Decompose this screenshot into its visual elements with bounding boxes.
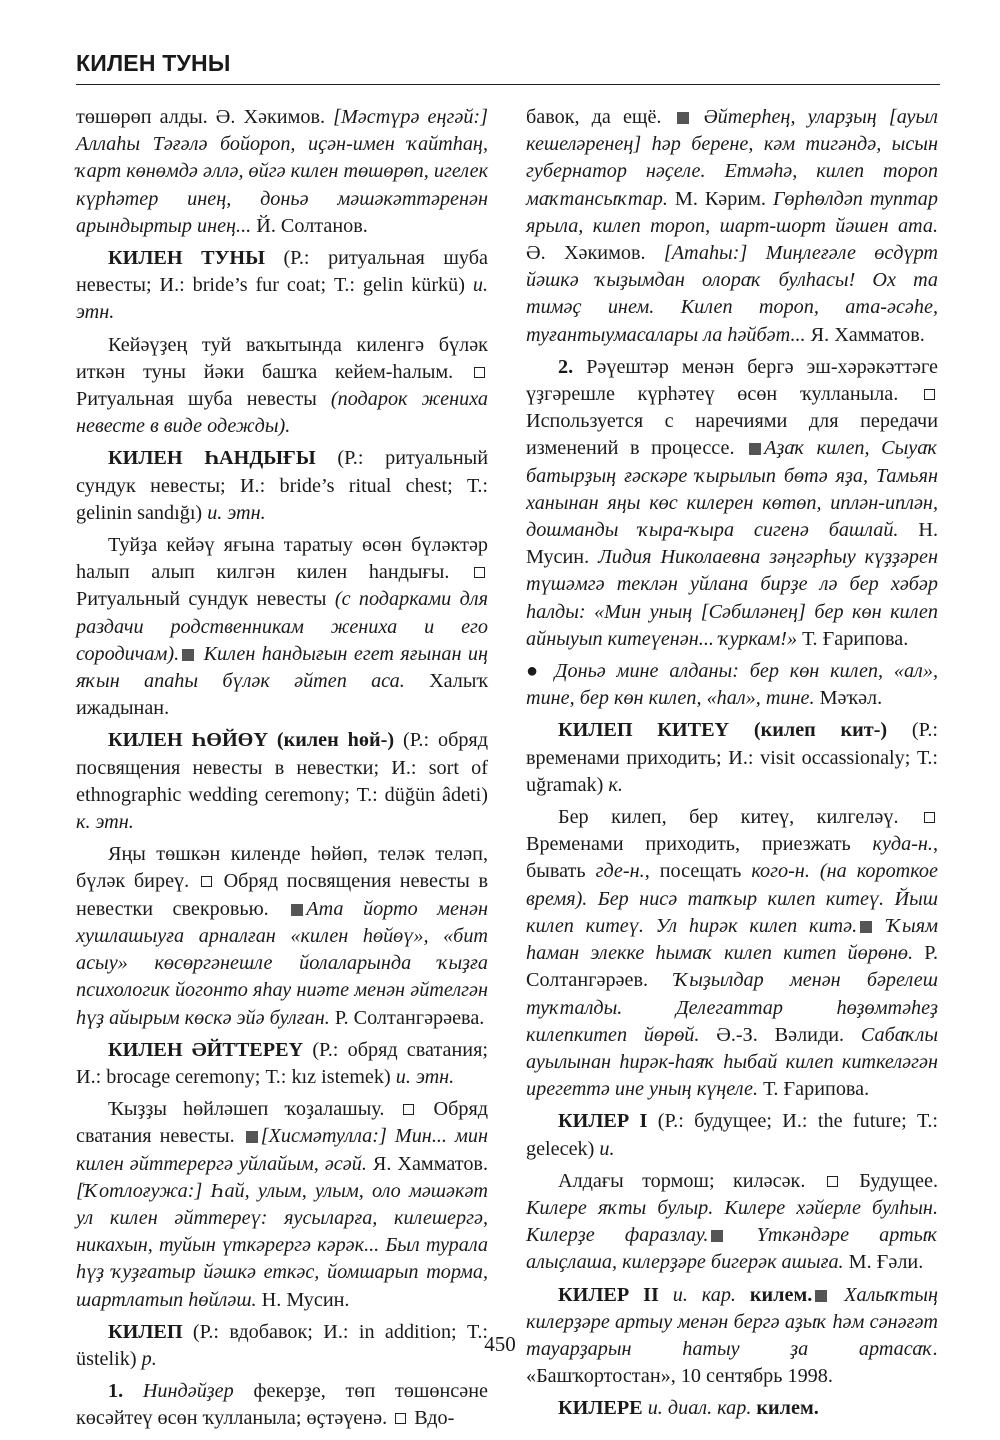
dictionary-entry: КИЛЕР I (Р.: будущее; И.: the future; Т.: gelecek) и.	[526, 1110, 938, 1160]
definition: 1. Ниндәйҙер фекерҙе, төп төшөнсәне көсәйтеү өсөн ҡулланыла; өҫтәүенә. Вдо-	[76, 1380, 488, 1430]
running-header	[76, 50, 940, 77]
dictionary-entry: КИЛЕП КИТЕҮ (килеп кит-) (Р.: временами приходить; И.: visit occassionaly; Т.: uğramak) к.	[526, 719, 938, 796]
headword: КИЛЕР II	[558, 1283, 659, 1306]
page-number: 450	[484, 1332, 516, 1356]
square-outline-icon	[474, 367, 485, 378]
dictionary-entry: КИЛЕП (Р.: вдобавок; И.: in addition; Т.: üstelik) р.	[76, 1320, 488, 1370]
dictionary-entry: КИЛЕН ТУНЫ (Р.: ритуальная шуба невесты; И.: bride’s fur coat; Т.: gelin kürkü) и. этн.	[76, 247, 488, 324]
square-filled-icon	[711, 1230, 723, 1242]
headword: КИЛЕН ТУНЫ	[108, 247, 265, 270]
square-filled-icon	[815, 1290, 827, 1302]
square-filled-icon	[291, 904, 303, 916]
square-outline-icon	[403, 1104, 414, 1115]
dictionary-entry: КИЛЕР II и. кар. килем. Халыҡтың килерҙәре артыу менән бергә аҙыҡ һәм сәнәғәт тауарҙарын һатыу ҙа артасаҡ. «Башҡортостан», 10 сентябрь 1998.	[526, 1283, 938, 1388]
proverb: ● Доньә мине алданы: бер көн килеп, «ал», тине, бер көн килеп, «һал», тине. Мәҡәл.	[526, 660, 938, 710]
square-outline-icon	[474, 567, 485, 578]
headword: КИЛЕН ҺӨЙӨҮ (килен һөй-)	[108, 729, 395, 752]
square-filled-icon	[749, 443, 761, 455]
square-outline-icon	[827, 1176, 838, 1187]
headword: КИЛЕП	[108, 1320, 183, 1343]
definition: Кейәүҙең туй ваҡытында киленгә бүләк иткән туны йәки башҡа кейем-һалым. Ритуальная шуба невесты (подарок жениха невесте в виде одежды).	[76, 333, 488, 438]
dictionary-entry: КИЛЕН ҺАНДЫҒЫ (Р.: ритуальный сундук невесты; И.: bride’s ritual chest; Т.: gelinin sandığı) и. этн.	[76, 447, 488, 524]
right-column	[526, 104, 938, 1428]
definition: Бер килеп, бер китеү, килгеләү. Временами приходить, приезжать куда-н., бывать где-н., посещать кого-н. (на короткое время). Бер нисә тапҡыр килеп китеү. Йыш килеп китеү. Ул һирәк килеп китә. Ҡыям һаман элекке һымаҡ килеп китеп йөрөнө. Р. Солтангәрәев. Ҡыҙылдар менән бәрелеш туҡталды. Делегаттар һөҙөмтәһеҙ килепкитеп йөрөй. Ә.-З. Вәлиди. Сабаҡлы ауылынан һирәк-һаяҡ һыбай килеп киткеләгән ирегеттә ине уның күңеле. Т. Ғарипова.	[526, 806, 939, 1101]
dictionary-entry: КИЛЕН ҺӨЙӨҮ (килен һөй-) (Р.: обряд посвящения невесты в невестки; И.: sort of ethnographic wedding ceremony; Т.: düğün âdeti) к. этн.	[76, 729, 488, 834]
square-outline-icon	[924, 812, 935, 823]
square-outline-icon	[201, 876, 212, 887]
definition: Туйҙа кейәү яғына таратыу өсөн бүләктәр һалып алып килгән килен һандығы. Ритуальный сундук невесты (с подарками для раздачи родственникам жениха и его сородичам). Килен һандығын егет яғынан иң яҡын апаһы бүләк әйтеп аса. Халыҡ ижадынан.	[76, 534, 488, 720]
dictionary-entry: КИЛЕН ӘЙТТЕРЕҮ (Р.: обряд сватания; И.: brocage ceremony; Т.: kız istemek) и. этн.	[76, 1038, 489, 1088]
left-column	[76, 104, 488, 1438]
square-filled-icon	[182, 649, 194, 661]
headword: КИЛЕРЕ	[558, 1397, 643, 1420]
square-filled-icon	[677, 112, 689, 124]
header-title: КИЛЕН ТУНЫ	[76, 50, 231, 76]
bullet-icon: ●	[526, 660, 544, 683]
paragraph: бавок, да ещё. Әйтерһең, уларҙың [ауыл кешеләренең] һәр берене, кәм тигәндә, ысын губернатор нәҫеле. Етмәһә, килеп тороп маҡтансыҡтар. М. Кәрим. Гөрһөлдәп туптар ярыла, килеп тороп, шарт-шорт йәшен ата. Ә. Хәкимов. [Атаһы:] Миңлеғәле өсдүрт йәшкә ҡыҙымдан олораҡ булһасы! Ох та тимәҫ инем. Килеп тороп, ата-әсәһе, туғантыумасалары ла һәйбәт... Я. Хамматов.	[526, 106, 938, 346]
headword: КИЛЕП КИТЕҮ (килеп кит-)	[558, 719, 888, 742]
definition: Ҡыҙҙы һөйләшеп ҡоҙалашыу. Обряд сватания невесты. [Хисмәтулла:] Мин... мин килен әйттерергә уйлайым, әсәй. Я. Хамматов. [Ҡотлоғужа:] Һай, улым, улым, оло мәшәкәт ул килен әйттереү: яусыларға, килешергә, никахын, туйын үткәрергә кәрәк... Был турала һүҙ ҡуҙғатыр йәшкә еткәс, йомшарып торма, шартлатып һөйләш. Н. Мусин.	[76, 1098, 488, 1311]
headword: КИЛЕР I	[558, 1110, 648, 1133]
definition: Яңы төшкән киленде һөйөп, теләк теләп, бүләк биреү. Обряд посвящения невесты в невестки свекровью. Ата йорто менән хушлашыуға арналған «килен һөйөү», «бит асыу» көсөргәнешле йолаларында ҡыҙға психологик йогонто яһау ниәте менән әйтелгән һүҙ айырым көскә эйә булған. Р. Солтангәрәева.	[76, 843, 488, 1029]
headword: КИЛЕН ҺАНДЫҒЫ	[108, 447, 316, 470]
header-rule	[76, 84, 940, 85]
definition: 2. Рәүештәр менән бергә эш-хәрәкәттәге үҙгәрешле күрһәтеү өсөн ҡулланыла. Используется с наречиями для передачи изменений в процессе. Аҙаҡ килеп, Сыуаҡ батырҙың ғәскәре ҡырылып бөтә яҙа, Тамьян ханынан яңы көс килерен көтөп, иплән-иплән, дошманды ҡыра-ҡыра сигенә башлай. Н. Мусин. Лидия Николаевна зәңгәрһыу күҙҙәрен түшәмгә теклән уйлана бирҙе лә бер хәбәр һалды: «Мин уның [Сәбиләнең] бер көн килеп айныуып китеүенән... ҡуркам!» Т. Ғарипова.	[526, 355, 939, 650]
square-outline-icon	[924, 389, 935, 400]
paragraph: төшөрөп алды. Ә. Хәкимов. [Мәстүрә еңгәй:] Аллаһы Тәғәлә бойороп, иҫән-имен ҡайтһаң, ҡарт көнөмдә әллә, өйгә килен төшөрөп, игелек күрһәтер инең, доньә мәшәкәттәренән арындыртыр инең... Й. Солтанов.	[76, 106, 489, 237]
definition: Алдағы тормош; киләсәк. Будущее. Килере яҡты булыр. Килере хәйерле булһын. Килерҙе фаразлау. Үткәндәре артыҡ алыҫлаша, килерҙәре бигерәк ашыға. М. Ғәли.	[526, 1169, 938, 1274]
square-filled-icon	[860, 921, 872, 933]
square-filled-icon	[246, 1131, 258, 1143]
dictionary-entry: КИЛЕРЕ и. диал. кар. килем.	[558, 1397, 819, 1420]
square-outline-icon	[395, 1413, 406, 1424]
headword: КИЛЕН ӘЙТТЕРЕҮ	[108, 1038, 304, 1061]
